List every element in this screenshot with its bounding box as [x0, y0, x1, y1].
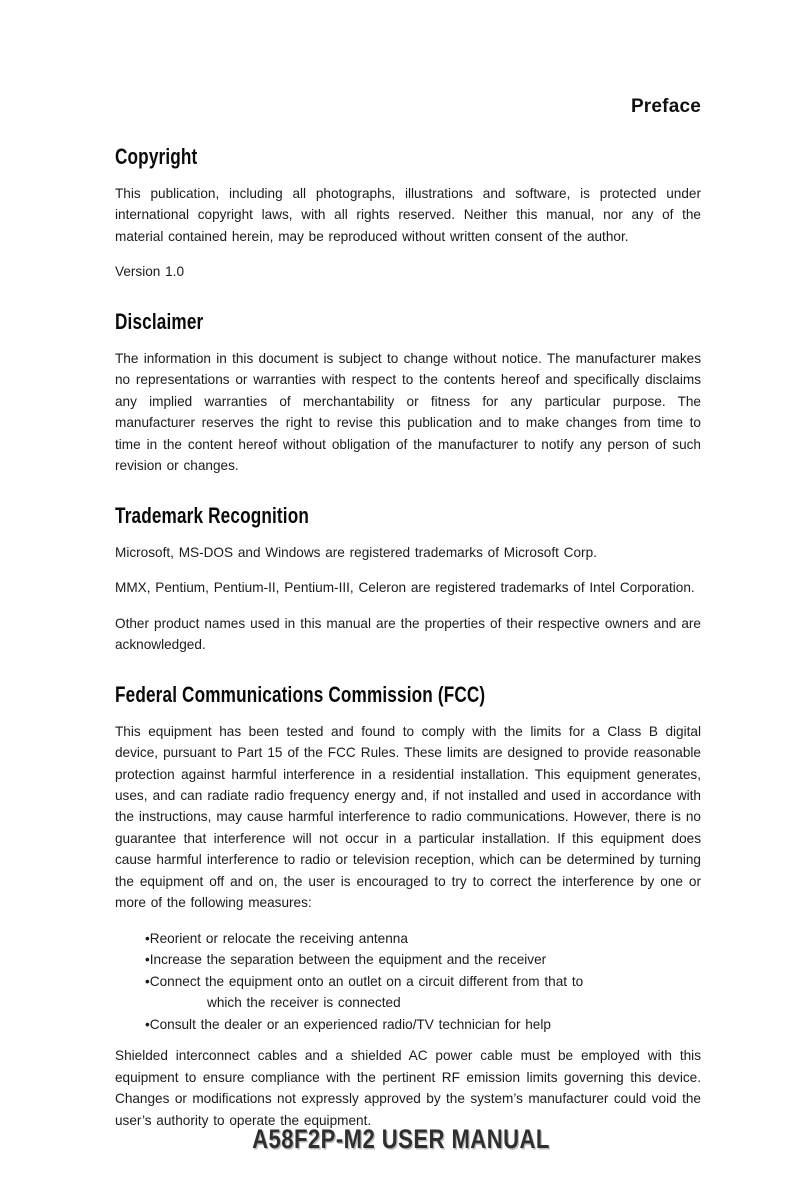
- list-item: •Increase the separation between the equipment and the receiver: [145, 952, 547, 968]
- trademark-paragraph-other: Other product names used in this manual are the properties of their respective owners and are acknowledged.: [115, 615, 701, 653]
- heading-disclaimer: Disclaimer: [115, 308, 204, 334]
- fcc-measures-list: [145, 928, 701, 1035]
- shielded-cables-paragraph: Shielded interconnect cables and a shielded AC power cable must be employed with this equipment to ensure compliance with the pertinent RF emission limits governing this device. Changes or modifications not expressly approved by the system’s manufacturer could void the user’s authority to operate the equipment.: [115, 1048, 701, 1128]
- list-item: •Reorient or relocate the receiving antenna: [145, 930, 408, 946]
- fcc-paragraph: This equipment has been tested and found to comply with the limits for a Class B digital device, pursuant to Part 15 of the FCC Rules. These limits are designed to provide reasonable protection against harmful interference in a residential installation. This equipment generates, uses, and can radiate radio frequency energy and, if not installed and used in accordance with the instructions, may cause harmful interference to radio communications. However, there is no guarantee that interference will not occur in a particular installation. If this equipment does cause harmful interference to radio or television reception, which can be determined by turning the equipment off and on, the user is encouraged to try to correct the interference by one or more of the following measures:: [115, 723, 701, 911]
- trademark-paragraph-intel: MMX, Pentium, Pentium-II, Pentium-III, Celeron are registered trademarks of Intel Corporation.: [115, 580, 695, 596]
- version-text: Version 1.0: [115, 264, 185, 280]
- list-item: [145, 971, 701, 1014]
- footer-manual-title: A58F2P-M2 USER MANUAL: [252, 1124, 550, 1154]
- page-content: [115, 96, 701, 1145]
- list-item-continuation: which the receiver is connected: [207, 995, 401, 1011]
- heading-fcc: Federal Communications Commission (FCC): [115, 681, 486, 707]
- page-title: Preface: [630, 96, 701, 117]
- copyright-paragraph: This publication, including all photographs, illustrations and software, is protected under international copyright laws, with all rights reserved. Neither this manual, nor any of the material contained herein, may be reproduced without written consent of the author.: [115, 186, 701, 244]
- list-item: •Consult the dealer or an experienced radio/TV technician for help: [145, 1016, 551, 1032]
- list-item-text: •Connect the equipment onto an outlet on a circuit different from that to: [145, 973, 584, 989]
- trademark-paragraph-microsoft: Microsoft, MS-DOS and Windows are registered trademarks of Microsoft Corp.: [115, 544, 597, 560]
- heading-trademark-recognition: Trademark Recognition: [115, 502, 309, 528]
- disclaimer-paragraph: The information in this document is subject to change without notice. The manufacturer makes no representations or warranties with respect to the contents hereof and specifically disclaims any implied warranties of merchantability or fitness for any particular purpose. The manufacturer reserves the right to revise this publication and to make changes from time to time in the content hereof without obligation of the manufacturer to notify any person of such revision or changes.: [115, 350, 701, 474]
- heading-copyright: Copyright: [115, 144, 198, 169]
